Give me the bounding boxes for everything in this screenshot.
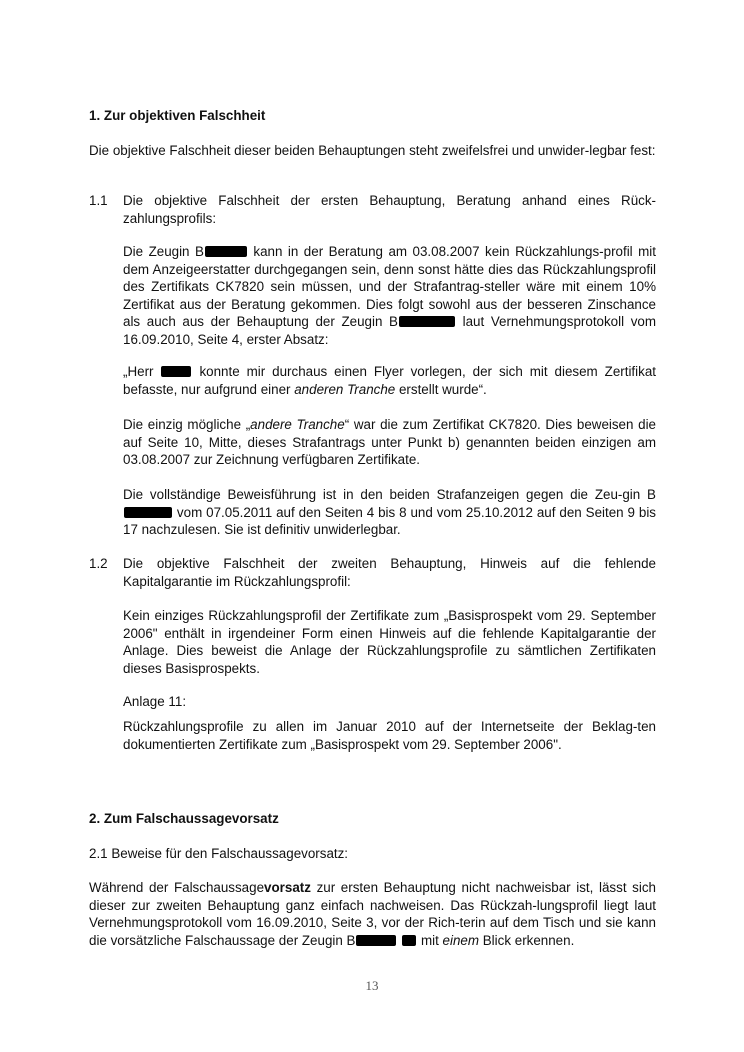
anlage-label: Anlage 11:	[123, 694, 187, 709]
item-1-1-quote	[123, 363, 656, 398]
section-2-subheading: 2.1 Beweise für den Falschaussagevorsatz:	[89, 846, 349, 861]
redaction-mark	[205, 246, 247, 257]
text-run: laut Vernehmungsprotokoll vom 16.09.2010, Seite 4, erster Absatz:	[123, 314, 656, 347]
text-run: kann in der Beratung am 03.08.2007 kein Rückzahlungs-profil mit dem Anzeigeerstatter durchgegangen sein, denn sonst hätte dies das Rückzahlungsprofil des Zertifikats CK7820 sein müssen, und der Strafantrag-steller wäre mit einem 10% Zertifikat aus der Beratung gekommen. Dies folgt sowohl aus der besseren Zinschance als auch aus der Behauptung der Zeugin B	[123, 244, 656, 330]
emphasis-text: anderen Tranche	[294, 381, 396, 397]
anlage-text: Rückzahlungsprofile zu allen im Januar 2010 auf der Internetseite der Beklag-ten dokumentierten Zertifikate zum „Basisprospekt vom 29. September 2006".	[123, 719, 656, 752]
item-1-1-number: 1.1	[89, 193, 108, 208]
item-1-1-paragraph-4	[123, 486, 656, 539]
item-1-1-paragraph-1	[123, 243, 656, 349]
redaction-mark	[124, 507, 172, 518]
emphasis-text: einem	[442, 932, 480, 948]
text-run: Die vollständige Beweisführung ist in den beiden Strafanzeigen gegen die Zeu-gin B	[123, 487, 656, 502]
redaction-mark	[161, 366, 191, 377]
item-1-2-paragraph-1: Kein einziges Rückzahlungsprofil der Zertifikate zum „Basisprospekt vom 29. September 2006" enthält in irgendeiner Form einen Hinweis auf die fehlende Kapitalgarantie der Anlage. Dies beweist die Anlage der Rückzahlungsprofile zu sämtlichen Zertifikaten dieses Basisprospekts.	[123, 608, 656, 676]
section-1-heading: 1. Zur objektiven Falschheit	[89, 108, 266, 123]
text-run: “ war die zum Zertifikat CK7820. Dies beweisen die auf Seite 10, Mitte, dieses Strafantrags unter Punkt b) genannten beiden einzigen am 03.08.2007 zur Zeichnung verfügbaren Zertifikate.	[123, 417, 657, 468]
item-1-2-number: 1.2	[89, 556, 108, 571]
redaction-mark	[399, 316, 455, 327]
text-run: erstellt wurde“.	[398, 381, 487, 397]
text-run: mit	[420, 932, 439, 948]
item-1-1-title: Die objektive Falschheit der ersten Behauptung, Beratung anhand eines Rück-zahlungsprofils:	[123, 193, 656, 226]
bold-text: vorsatz	[264, 880, 311, 895]
text-run: zur ersten Behauptung nicht nachweisbar ist, lässt sich dieser zur zweiten Behauptung ganz einfach nachweisen. Das Rückzah-lungsprofil liegt laut Vernehmungsprotokoll vom 16.09.2010, Seite 3, vor der Rich-terin auf dem Tisch und sie kann die vorsätzliche Falschaussage der Zeugin B	[89, 880, 656, 948]
emphasis-text: andere Tranche	[250, 417, 345, 432]
item-1-1-paragraph-3	[123, 416, 656, 469]
section-2-paragraph	[89, 879, 656, 949]
text-run: konnte mir durchaus einen Flyer vorlegen, der sich mit diesem Zertifikat befasste, nur aufgrund einer	[123, 364, 656, 397]
item-1-2-title: Die objektive Falschheit der zweiten Behauptung, Hinweis auf die fehlende Kapitalgarantie im Rückzahlungsprofil:	[123, 556, 656, 589]
text-run: Die einzig mögliche „	[123, 417, 251, 432]
section-2-heading: 2. Zum Falschaussagevorsatz	[89, 811, 279, 826]
text-run: vom 07.05.2011 auf den Seiten 4 bis 8 und vom 25.10.2012 auf den Seiten 9 bis 17 nachzulesen. Sie ist definitiv unwiderlegbar.	[123, 504, 656, 538]
redaction-mark	[402, 935, 416, 946]
text-run: „Herr	[123, 364, 154, 379]
text-run: Blick erkennen.	[482, 932, 575, 948]
section-1-intro: Die objektive Falschheit dieser beiden Behauptungen steht zweifelsfrei und unwider-legbar fest:	[89, 143, 656, 158]
text-run: Während der Falschaussage	[89, 880, 265, 895]
text-run: Die Zeugin B	[123, 244, 204, 259]
redaction-mark	[356, 935, 396, 946]
page-number: 13	[365, 978, 379, 993]
